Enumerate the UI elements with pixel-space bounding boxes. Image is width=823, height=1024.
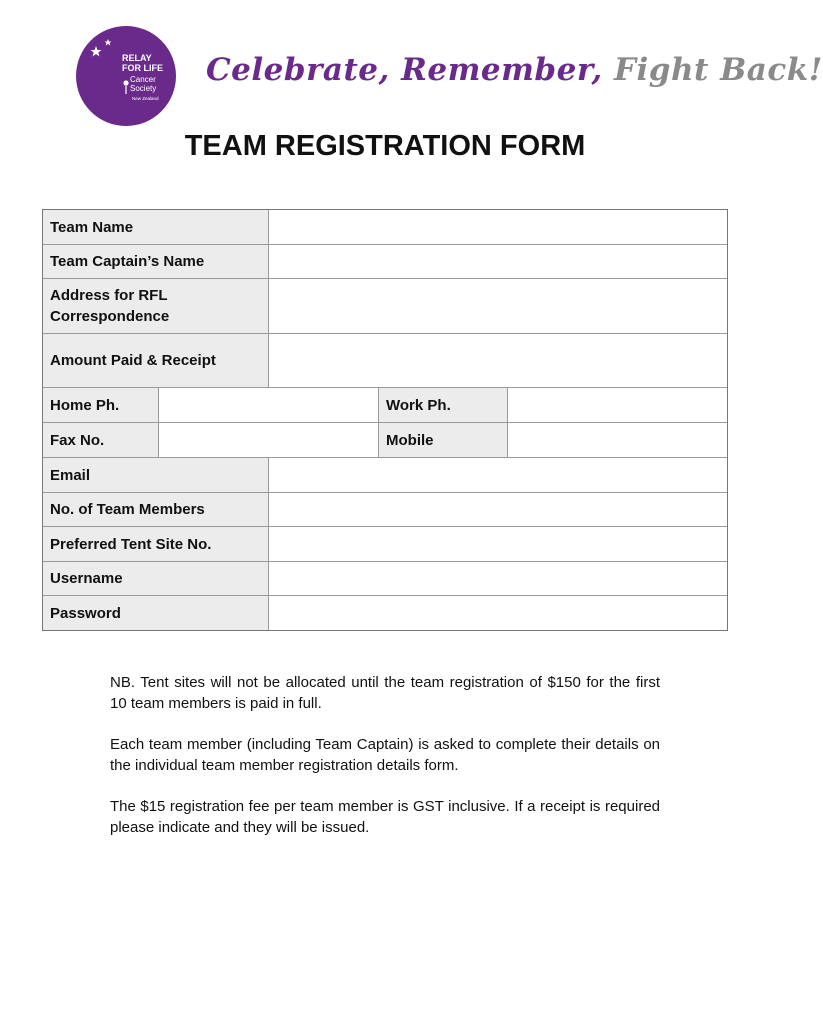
fax-no-field[interactable] [159, 423, 379, 457]
password-label: Password [43, 596, 269, 630]
tagline-part-1: Celebrate, Remember, [206, 52, 603, 88]
page-title: TEAM REGISTRATION FORM [184, 130, 586, 162]
row-captain-name [43, 245, 727, 279]
mobile-field[interactable] [508, 423, 727, 457]
email-field[interactable] [269, 458, 727, 492]
address-label-line-1: Address for RFL [50, 287, 168, 304]
address-label [43, 279, 269, 333]
logo-text-society: Society [130, 84, 157, 93]
logo-text-country: New Zealand [132, 96, 159, 101]
amount-paid-field[interactable] [269, 334, 727, 387]
team-name-label: Team Name [43, 210, 269, 244]
row-team-name [43, 210, 727, 245]
note-registration-fee: The $15 registration fee per team member is GST inclusive. If a receipt is required please indicate and they will be issued. [110, 798, 660, 836]
row-password [43, 596, 727, 630]
captain-name-field[interactable] [269, 245, 727, 278]
logo-text-cancer: Cancer [130, 75, 156, 84]
row-username [43, 562, 727, 596]
home-ph-label: Home Ph. [43, 388, 159, 422]
row-address [43, 279, 727, 334]
relay-for-life-logo [70, 26, 182, 126]
notes-section [110, 672, 660, 858]
mobile-label: Mobile [379, 423, 508, 457]
address-label-line-2: Correspondence [50, 308, 170, 325]
row-num-members [43, 493, 727, 527]
row-email [43, 458, 727, 493]
tent-site-field[interactable] [269, 527, 727, 561]
work-ph-label: Work Ph. [379, 388, 508, 422]
username-field[interactable] [269, 562, 727, 595]
row-tent-site [43, 527, 727, 562]
username-label: Username [43, 562, 269, 595]
tent-site-label: Preferred Tent Site No. [43, 527, 269, 561]
row-amount-paid [43, 334, 727, 388]
row-phone [43, 388, 727, 423]
num-members-field[interactable] [269, 493, 727, 526]
logo-text-for-life: FOR LIFE [122, 63, 163, 73]
fax-no-label: Fax No. [43, 423, 159, 457]
tagline [206, 52, 823, 96]
num-members-label: No. of Team Members [43, 493, 269, 526]
tagline-part-2: Fight Back! [602, 52, 823, 88]
work-ph-field[interactable] [508, 388, 727, 422]
captain-name-label: Team Captain’s Name [43, 245, 269, 278]
home-ph-field[interactable] [159, 388, 379, 422]
note-team-member-details: Each team member (including Team Captain) is asked to complete their details on the individual team member registration details form. [110, 736, 660, 774]
logo-text-relay: RELAY [122, 53, 152, 63]
row-fax-mobile [43, 423, 727, 458]
registration-table [42, 209, 728, 631]
password-field[interactable] [269, 596, 727, 630]
address-field[interactable] [269, 279, 727, 333]
note-tent-sites: NB. Tent sites will not be allocated until the team registration of $150 for the first 10 team members is paid in full. [110, 674, 660, 712]
amount-paid-label: Amount Paid & Receipt [43, 334, 269, 387]
team-name-field[interactable] [269, 210, 727, 244]
email-label: Email [43, 458, 269, 492]
